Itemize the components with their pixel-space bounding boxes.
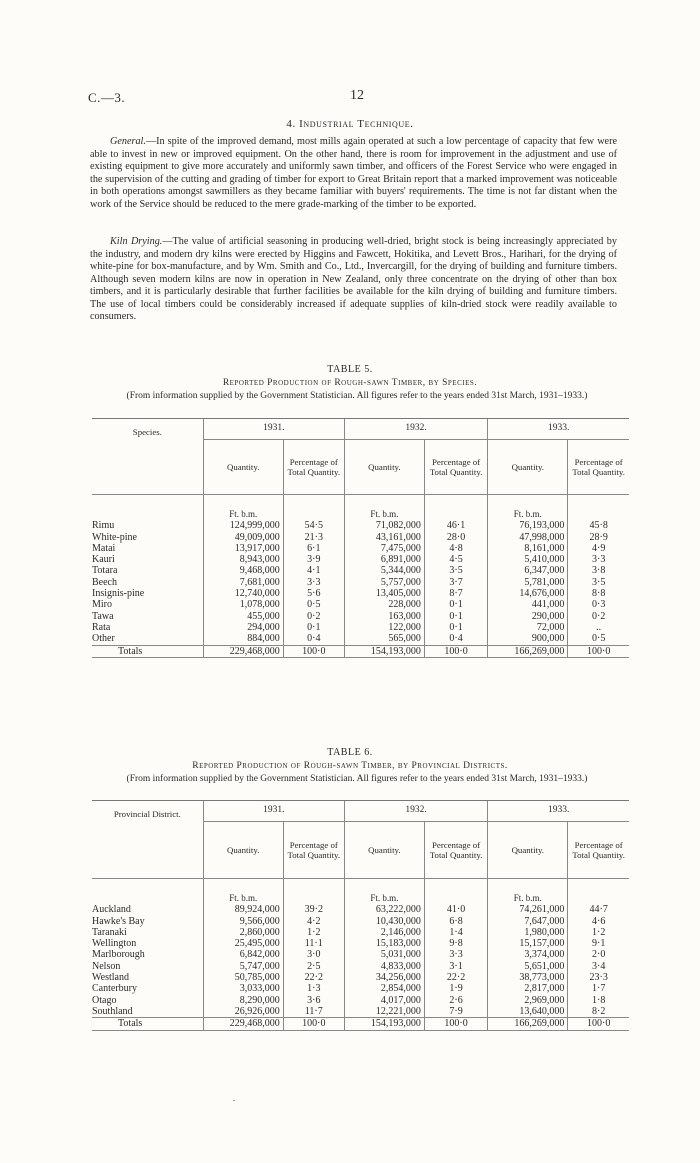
rule-cell <box>344 1030 424 1031</box>
rule-cell <box>568 657 629 658</box>
table5-value-cell: 6,347,000 <box>488 565 568 576</box>
table6-value-cell: 1,980,000 <box>488 927 568 938</box>
table5-year-header: 1933. <box>488 419 629 440</box>
table5-value-cell: 6·1 <box>283 543 344 554</box>
table5-totals-value: 154,193,000 <box>344 645 424 657</box>
table6-value-cell: 1·4 <box>424 927 487 938</box>
table5-value-cell: 7,681,000 <box>203 577 283 588</box>
table6-row-label: Auckland <box>92 904 131 916</box>
table6-value-cell: 1·8 <box>568 995 629 1006</box>
table6-value-cell: 8,290,000 <box>203 995 283 1006</box>
table6-row-label-cell <box>92 1006 203 1018</box>
table5-value-cell: 12,740,000 <box>203 588 283 599</box>
table6-value-cell: 4·2 <box>283 916 344 927</box>
table6-value-cell: 74,261,000 <box>488 904 568 915</box>
table6-value-cell: 3·4 <box>568 961 629 972</box>
table6-row <box>92 916 629 927</box>
page-number: 12 <box>350 88 364 103</box>
table6-value-cell: 2,817,000 <box>488 983 568 994</box>
table5-unit-row <box>92 495 629 521</box>
table5-percentage-header: Percentage of Total Quantity. <box>283 440 344 495</box>
table5-row-label-cell <box>92 565 203 576</box>
table6-value-cell: 5,747,000 <box>203 961 283 972</box>
table5-value-cell: 0·2 <box>568 611 629 622</box>
table6-value-cell: 63,222,000 <box>344 904 424 915</box>
table6-totals-value: 154,193,000 <box>344 1018 424 1030</box>
table6-unit-label: Ft. b.m. <box>344 879 424 905</box>
table6-value-cell: 23·3 <box>568 972 629 983</box>
table5-totals-label: Totals <box>92 645 203 657</box>
table6-title: TABLE 6. <box>327 747 373 758</box>
table5-row-label-cell <box>92 554 203 565</box>
table5-value-cell: 5,410,000 <box>488 554 568 565</box>
table5-value-cell: 4·5 <box>424 554 487 565</box>
table5-row <box>92 532 629 543</box>
rule-cell <box>488 657 568 658</box>
table6-row-label: Westland <box>92 972 129 984</box>
table5-row <box>92 520 629 531</box>
table5-totals-row <box>92 645 629 657</box>
table6-value-cell: 2·0 <box>568 949 629 960</box>
table6-value-cell: 1·3 <box>283 983 344 994</box>
table5-value-cell: 0·3 <box>568 599 629 610</box>
table5-value-cell: 294,000 <box>203 622 283 633</box>
table5-value-cell: 9,468,000 <box>203 565 283 576</box>
table6-value-cell: 3,374,000 <box>488 949 568 960</box>
table6-subtitle: Reported Production of Rough-sawn Timber, by Provincial Districts. <box>192 761 508 771</box>
table5-value-cell: 7,475,000 <box>344 543 424 554</box>
table6-value-cell: 9·1 <box>568 938 629 949</box>
report-reference: C.—3. <box>88 90 126 105</box>
table5-value-cell: 0·4 <box>283 633 344 645</box>
table6-value-cell: 11·1 <box>283 938 344 949</box>
table6-note: (From information supplied by the Government Statistician. All figures refer to the years ended 31st March, 1931–1933.) <box>126 774 588 784</box>
table6-value-cell: 89,924,000 <box>203 904 283 915</box>
table6-row <box>92 972 629 983</box>
table6-year-header: 1931. <box>203 801 344 822</box>
table6-row-label: Wellington <box>92 938 137 950</box>
table5-totals-value: 166,269,000 <box>488 645 568 657</box>
table5-title: TABLE 5. <box>327 364 373 375</box>
table5-totals-value: 100·0 <box>568 645 629 657</box>
table6-totals-label: Totals <box>92 1018 203 1030</box>
table5-row-label-cell <box>92 622 203 633</box>
table5-value-cell: 1,078,000 <box>203 599 283 610</box>
table6-unit-label: Ft. b.m. <box>203 879 283 905</box>
table6-value-cell: 13,640,000 <box>488 1006 568 1018</box>
table6-unit-label: Ft. b.m. <box>488 879 568 905</box>
table5-value-cell: 163,000 <box>344 611 424 622</box>
table5-value-cell: 4·9 <box>568 543 629 554</box>
rule-cell <box>203 1030 283 1031</box>
table6-value-cell: 1·9 <box>424 983 487 994</box>
table5-value-cell: 6,891,000 <box>344 554 424 565</box>
table5-totals-value: 100·0 <box>424 645 487 657</box>
table6-value-cell: 50,785,000 <box>203 972 283 983</box>
table5-value-cell: 3·9 <box>283 554 344 565</box>
table5-value-cell: 72,000 <box>488 622 568 633</box>
table6-value-cell: 41·0 <box>424 904 487 915</box>
table5-bottom-rule <box>92 657 629 658</box>
table5-row <box>92 577 629 588</box>
table6-first-col-header: Provincial District. <box>113 809 181 819</box>
table5-row <box>92 622 629 633</box>
table6-value-cell: 2,969,000 <box>488 995 568 1006</box>
table6-value-cell: 2·6 <box>424 995 487 1006</box>
table6-value-cell: 15,157,000 <box>488 938 568 949</box>
table6 <box>92 800 629 1031</box>
table5-row-label-cell <box>92 532 203 543</box>
table5-value-cell: 54·5 <box>283 520 344 531</box>
table5-quantity-header: Quantity. <box>488 440 568 495</box>
empty-cell <box>568 495 629 521</box>
table5-row <box>92 633 629 645</box>
table6-value-cell: 4,833,000 <box>344 961 424 972</box>
table6-value-cell: 6·8 <box>424 916 487 927</box>
table5-value-cell: 3·3 <box>283 577 344 588</box>
table6-value-cell: 2,146,000 <box>344 927 424 938</box>
table6-value-cell: 3·6 <box>283 995 344 1006</box>
table5-value-cell: 228,000 <box>344 599 424 610</box>
table5-unit-label: Ft. b.m. <box>488 495 568 521</box>
table5-value-cell: .. <box>568 622 629 633</box>
table5-value-cell: 0·5 <box>283 599 344 610</box>
rule-cell <box>283 1030 344 1031</box>
table5-value-cell: 46·1 <box>424 520 487 531</box>
table6-value-cell: 3·1 <box>424 961 487 972</box>
table5-value-cell: 0·2 <box>283 611 344 622</box>
table6-percentage-header: Percentage of Total Quantity. <box>283 822 344 879</box>
table6-row-label-cell <box>92 961 203 972</box>
table5-row-label-cell <box>92 611 203 622</box>
table5-totals-value: 100·0 <box>283 645 344 657</box>
table6-year-header: 1932. <box>344 801 487 822</box>
table6-year-header-row <box>92 801 629 822</box>
table5-percentage-header: Percentage of Total Quantity. <box>424 440 487 495</box>
table6-value-cell: 11·7 <box>283 1006 344 1018</box>
table6-percentage-header: Percentage of Total Quantity. <box>424 822 487 879</box>
table6-row-label: Nelson <box>92 960 121 972</box>
table5-row-label: Rata <box>92 621 111 633</box>
table6-quantity-header: Quantity. <box>344 822 424 879</box>
table6-value-cell: 8·2 <box>568 1006 629 1018</box>
table6-value-cell: 26,926,000 <box>203 1006 283 1018</box>
table5-row-label: Other <box>92 633 115 645</box>
table5-year-header: 1931. <box>203 419 344 440</box>
table5-value-cell: 28·0 <box>424 532 487 543</box>
rule-cell <box>424 1030 487 1031</box>
table5-value-cell: 45·8 <box>568 520 629 531</box>
table6-value-cell: 39·2 <box>283 904 344 915</box>
table6-value-cell: 4,017,000 <box>344 995 424 1006</box>
table5-row <box>92 599 629 610</box>
table6-row-label: Otago <box>92 994 117 1006</box>
table5-row <box>92 543 629 554</box>
table5-first-col-header: Species. <box>132 427 162 437</box>
table5-row-label-cell <box>92 588 203 599</box>
empty-cell <box>92 495 203 521</box>
table6-value-cell: 38,773,000 <box>488 972 568 983</box>
table5-value-cell: 0·1 <box>424 622 487 633</box>
print-speck <box>233 1100 235 1101</box>
table5-note: (From information supplied by the Government Statistician. All figures refer to the years ended 31st March, 1931–1933.) <box>126 391 588 401</box>
empty-cell <box>424 495 487 521</box>
table6-value-cell: 7,647,000 <box>488 916 568 927</box>
table6-value-cell: 25,495,000 <box>203 938 283 949</box>
table5-value-cell: 0·1 <box>424 611 487 622</box>
table5-value-cell: 0·1 <box>424 599 487 610</box>
rule-cell <box>488 1030 568 1031</box>
table5-quantity-header: Quantity. <box>203 440 283 495</box>
table6-row <box>92 927 629 938</box>
empty-cell <box>283 879 344 905</box>
table6-row-label-cell <box>92 904 203 915</box>
table5-value-cell: 900,000 <box>488 633 568 645</box>
table5-value-cell: 47,998,000 <box>488 532 568 543</box>
table6-unit-row <box>92 879 629 905</box>
table6-value-cell: 1·7 <box>568 983 629 994</box>
table5-value-cell: 13,917,000 <box>203 543 283 554</box>
table5-value-cell: 8,161,000 <box>488 543 568 554</box>
empty-cell <box>568 879 629 905</box>
paragraph-kiln-heading: Kiln Drying. <box>110 236 163 247</box>
table5-subtitle: Reported Production of Rough-sawn Timber, by Species. <box>222 378 478 388</box>
table5-unit-label: Ft. b.m. <box>344 495 424 521</box>
table6-value-cell: 44·7 <box>568 904 629 915</box>
table5-value-cell: 441,000 <box>488 599 568 610</box>
table5-value-cell: 28·9 <box>568 532 629 543</box>
table6-quantity-header: Quantity. <box>203 822 283 879</box>
table6-row-label-cell <box>92 916 203 927</box>
rule-cell <box>92 1030 203 1031</box>
rule-cell <box>283 657 344 658</box>
table6-row-label-cell <box>92 995 203 1006</box>
table5-value-cell: 290,000 <box>488 611 568 622</box>
table5-value-cell: 455,000 <box>203 611 283 622</box>
table5-row-label: Beech <box>92 576 117 588</box>
table6-row <box>92 961 629 972</box>
table6-row-label-cell <box>92 949 203 960</box>
table5-value-cell: 124,999,000 <box>203 520 283 531</box>
table6-totals-value: 166,269,000 <box>488 1018 568 1030</box>
table5-year-header-row <box>92 419 629 440</box>
table5-value-cell: 5,757,000 <box>344 577 424 588</box>
table5-row-label-cell <box>92 520 203 531</box>
rule-cell <box>203 657 283 658</box>
paragraph-general <box>90 136 617 211</box>
table6-totals-value: 100·0 <box>283 1018 344 1030</box>
table5-value-cell: 13,405,000 <box>344 588 424 599</box>
table6-quantity-header: Quantity. <box>488 822 568 879</box>
table5-value-cell: 565,000 <box>344 633 424 645</box>
rule-cell <box>344 657 424 658</box>
table6-row-label: Southland <box>92 1005 133 1017</box>
table5-value-cell: 5·6 <box>283 588 344 599</box>
table6-value-cell: 6,842,000 <box>203 949 283 960</box>
section-title: 4. Industrial Technique. <box>286 118 414 130</box>
table6-value-cell: 5,031,000 <box>344 949 424 960</box>
table5-row-label-cell <box>92 577 203 588</box>
table6-totals-value: 100·0 <box>424 1018 487 1030</box>
table6-row <box>92 949 629 960</box>
table6-row <box>92 995 629 1006</box>
table6-value-cell: 2,854,000 <box>344 983 424 994</box>
table6-value-cell: 5,651,000 <box>488 961 568 972</box>
table5-row-label: Totara <box>92 565 118 577</box>
table5-value-cell: 14,676,000 <box>488 588 568 599</box>
table6-value-cell: 10,430,000 <box>344 916 424 927</box>
table5-row-label: Miro <box>92 599 112 611</box>
table6-value-cell: 12,221,000 <box>344 1006 424 1018</box>
table6-row <box>92 983 629 994</box>
paragraph-general-heading: General. <box>110 136 146 147</box>
table6-row-label: Canterbury <box>92 983 137 995</box>
table6-row <box>92 938 629 949</box>
table6-value-cell: 7·9 <box>424 1006 487 1018</box>
table5-value-cell: 5,344,000 <box>344 565 424 576</box>
table5-row-label: White-pine <box>92 531 137 543</box>
table5-value-cell: 4·1 <box>283 565 344 576</box>
table5-quantity-header: Quantity. <box>344 440 424 495</box>
table6-totals-value: 229,468,000 <box>203 1018 283 1030</box>
table5-value-cell: 8,943,000 <box>203 554 283 565</box>
table5-value-cell: 0·1 <box>283 622 344 633</box>
empty-cell <box>92 879 203 905</box>
table6-row-label: Taranaki <box>92 926 127 938</box>
table5-value-cell: 3·8 <box>568 565 629 576</box>
table5-row <box>92 588 629 599</box>
table6-value-cell: 1·2 <box>283 927 344 938</box>
table5 <box>92 418 629 658</box>
table5-value-cell: 3·3 <box>568 554 629 565</box>
table6-value-cell: 2,860,000 <box>203 927 283 938</box>
table6-row-label-cell <box>92 983 203 994</box>
table5-row-label-cell <box>92 599 203 610</box>
table5-row-label: Kauri <box>92 554 115 566</box>
table6-row-label: Marlborough <box>92 949 145 961</box>
table5-value-cell: 76,193,000 <box>488 520 568 531</box>
table5-value-cell: 884,000 <box>203 633 283 645</box>
table5-value-cell: 0·5 <box>568 633 629 645</box>
paragraph-kiln-text: —The value of artificial seasoning in producing well-dried, bright stock is being increasingly appreciated by the industry, and modern dry kilns were erected by Higgins and Fawcett, Hokitika, and Levett Bros., Harihari, for the drying of white-pine for box-manufacture, and by Wm. Smith and Co., Ltd., Invercargill, for the drying of building and furniture timbers. Although seven modern kilns are now in operation in New Zealand, only three concentrate on the drying of other than box timbers, and it is particularly desirable that further facilities be available for the kiln drying of building and furniture timbers. The use of local timbers could be considerably increased if adequate supplies of kiln-dried stock were readily available to consumers. <box>90 236 617 322</box>
table6-value-cell: 15,183,000 <box>344 938 424 949</box>
table5-row <box>92 565 629 576</box>
table6-year-header: 1933. <box>488 801 629 822</box>
table6-totals-value: 100·0 <box>568 1018 629 1030</box>
table5-value-cell: 3·7 <box>424 577 487 588</box>
table5-value-cell: 0·4 <box>424 633 487 645</box>
table6-row-label: Hawke's Bay <box>92 915 145 927</box>
table6-value-cell: 3·3 <box>424 949 487 960</box>
table5-value-cell: 43,161,000 <box>344 532 424 543</box>
table6-value-cell: 3,033,000 <box>203 983 283 994</box>
table5-totals-value: 229,468,000 <box>203 645 283 657</box>
table5-row <box>92 554 629 565</box>
table5-value-cell: 8·7 <box>424 588 487 599</box>
table6-value-cell: 9,566,000 <box>203 916 283 927</box>
table6-value-cell: 3·0 <box>283 949 344 960</box>
table5-value-cell: 21·3 <box>283 532 344 543</box>
table5-percentage-header: Percentage of Total Quantity. <box>568 440 629 495</box>
table5-row-label: Rimu <box>92 520 115 532</box>
table6-row <box>92 904 629 915</box>
table6-value-cell: 1·2 <box>568 927 629 938</box>
table6-value-cell: 22·2 <box>424 972 487 983</box>
table6-totals-row <box>92 1018 629 1030</box>
table6-percentage-header: Percentage of Total Quantity. <box>568 822 629 879</box>
paragraph-general-text: —In spite of the improved demand, most mills again operated at such a low percentage of capacity that few were able to invest in new or improved equipment. On the other hand, there is room for improvement in the adjustment and use of existing equipment to give more accurately and uniformly sawn timber, and officers of the Forest Service who were engaged in the supervision of the cutting and grading of timber for export to Great Britain report that a marked improvement was noticeable in both operations amongst sawmillers as they became familiar with buyers' requirements. The time is not far distant when the work of the Service should be reduced to the mere grade-marking of the timber to be exported. <box>90 136 617 210</box>
empty-cell <box>283 495 344 521</box>
table6-row-label-cell <box>92 938 203 949</box>
table6-bottom-rule <box>92 1030 629 1031</box>
empty-cell <box>424 879 487 905</box>
table6-row-label-cell <box>92 972 203 983</box>
table5-value-cell: 71,082,000 <box>344 520 424 531</box>
table5-value-cell: 122,000 <box>344 622 424 633</box>
rule-cell <box>568 1030 629 1031</box>
table6-value-cell: 9·8 <box>424 938 487 949</box>
table5-row-label-cell <box>92 543 203 554</box>
rule-cell <box>424 657 487 658</box>
table5-value-cell: 4·8 <box>424 543 487 554</box>
table5-row-label: Tawa <box>92 610 114 622</box>
table5-row-label: Matai <box>92 542 116 554</box>
table6-value-cell: 4·6 <box>568 916 629 927</box>
table5-value-cell: 3·5 <box>424 565 487 576</box>
table6-value-cell: 2·5 <box>283 961 344 972</box>
table5-row-label-cell <box>92 633 203 645</box>
table5-unit-label: Ft. b.m. <box>203 495 283 521</box>
table6-value-cell: 22·2 <box>283 972 344 983</box>
paragraph-kiln-drying <box>90 236 617 324</box>
table6-row-label-cell <box>92 927 203 938</box>
table5-value-cell: 49,009,000 <box>203 532 283 543</box>
table5-value-cell: 5,781,000 <box>488 577 568 588</box>
table5-year-header: 1932. <box>344 419 487 440</box>
table6-value-cell: 34,256,000 <box>344 972 424 983</box>
table5-row <box>92 611 629 622</box>
table5-value-cell: 8·8 <box>568 588 629 599</box>
table5-value-cell: 3·5 <box>568 577 629 588</box>
table5-row-label: Insignis-pine <box>92 588 145 600</box>
rule-cell <box>92 657 203 658</box>
table6-row <box>92 1006 629 1018</box>
